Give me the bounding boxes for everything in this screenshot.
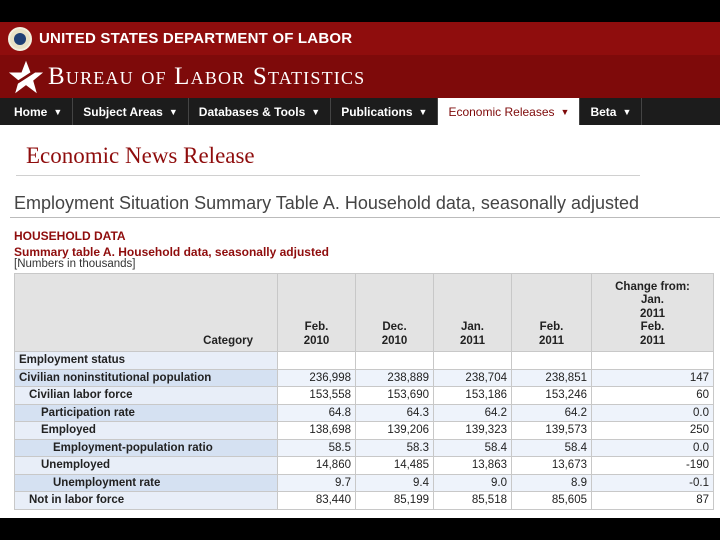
table-row — [15, 369, 714, 387]
caret-down-icon: ▼ — [622, 106, 632, 117]
table-cell: 8.9 — [512, 474, 592, 492]
table-cell — [434, 352, 512, 370]
header-text: Category — [203, 334, 253, 347]
nav-economic-releases[interactable] — [438, 98, 580, 125]
caret-down-icon: ▼ — [560, 106, 570, 117]
table-cell: -190 — [592, 457, 714, 475]
table-cell: 83,440 — [278, 492, 356, 510]
table-cell: 14,485 — [356, 457, 434, 475]
header-text: Dec. — [382, 321, 407, 333]
header-text: 2011 — [460, 334, 485, 347]
header-text: Feb. — [640, 321, 665, 333]
nav-label: Databases & Tools — [198, 104, 306, 119]
table-cell: 9.7 — [278, 474, 356, 492]
table-cell: 85,518 — [434, 492, 512, 510]
col-header-change — [592, 274, 714, 352]
table-cell: 139,206 — [356, 422, 434, 440]
table-row — [15, 492, 714, 510]
section-heading — [14, 228, 329, 260]
table-cell: 60 — [592, 387, 714, 405]
table-row — [15, 457, 714, 475]
table-cell: 238,851 — [512, 369, 592, 387]
row-label: Civilian noninstitutional population — [15, 369, 278, 387]
nav-databases-tools[interactable] — [189, 98, 331, 125]
nav-beta[interactable] — [580, 98, 642, 125]
row-label: Employment status — [15, 352, 278, 370]
page-title: Economic News Release — [26, 143, 255, 168]
nav-label: Subject Areas — [83, 104, 163, 119]
table-row — [15, 387, 714, 405]
table-cell: 153,186 — [434, 387, 512, 405]
household-data-table — [14, 273, 714, 510]
header-text: 2011 — [640, 334, 665, 347]
col-header-category — [15, 274, 278, 352]
nav-label: Economic Releases — [448, 104, 555, 119]
table-cell: 9.4 — [356, 474, 434, 492]
table-cell: 58.4 — [434, 439, 512, 457]
caret-down-icon: ▼ — [53, 106, 63, 117]
row-label: Unemployed — [15, 457, 278, 475]
col-header-dec-2010 — [356, 274, 434, 352]
table-cell: 236,998 — [278, 369, 356, 387]
main-nav — [0, 98, 720, 125]
table-cell: 14,860 — [278, 457, 356, 475]
table-cell: 9.0 — [434, 474, 512, 492]
table-cell: 138,698 — [278, 422, 356, 440]
table-cell — [592, 352, 714, 370]
row-label: Not in labor force — [15, 492, 278, 510]
table-cell: 147 — [592, 369, 714, 387]
header-text: 2010 — [381, 334, 408, 347]
table-cell: 250 — [592, 422, 714, 440]
table-cell: 139,573 — [512, 422, 592, 440]
table-cell: 85,199 — [356, 492, 434, 510]
table-cell: 64.2 — [512, 404, 592, 422]
table-cell: 153,246 — [512, 387, 592, 405]
page-subtitle: Employment Situation Summary Table A. Household data, seasonally adjusted — [14, 193, 640, 213]
table-cell: 13,863 — [434, 457, 512, 475]
table-cell: 64.3 — [356, 404, 434, 422]
table-cell: 58.4 — [512, 439, 592, 457]
table-row — [15, 474, 714, 492]
table-cell: 58.3 — [356, 439, 434, 457]
header-text: 2011 — [640, 307, 665, 320]
table-cell: 139,323 — [434, 422, 512, 440]
table-cell: 238,704 — [434, 369, 512, 387]
header-text: Jan. — [640, 294, 664, 306]
table-row — [15, 439, 714, 457]
table-cell — [512, 352, 592, 370]
row-label: Employment-population ratio — [15, 439, 278, 457]
table-cell: 0.0 — [592, 404, 714, 422]
table-cell — [278, 352, 356, 370]
row-label: Participation rate — [15, 404, 278, 422]
table-cell: 58.5 — [278, 439, 356, 457]
table-cell: 64.8 — [278, 404, 356, 422]
nav-label: Beta — [590, 104, 617, 119]
table-cell: 13,673 — [512, 457, 592, 475]
col-header-feb-2010 — [278, 274, 356, 352]
table-cell: 87 — [592, 492, 714, 510]
browser-page — [0, 22, 720, 518]
table-row — [15, 352, 714, 370]
nav-publications[interactable] — [331, 98, 438, 125]
table-cell: -0.1 — [592, 474, 714, 492]
nav-label: Home — [14, 104, 48, 119]
header-text: Jan. — [460, 321, 484, 333]
nav-subject-areas[interactable] — [73, 98, 189, 125]
row-label: Employed — [15, 422, 278, 440]
table-row — [15, 422, 714, 440]
nav-home[interactable] — [4, 98, 73, 125]
table-cell: 238,889 — [356, 369, 434, 387]
caret-down-icon: ▼ — [168, 106, 178, 117]
caret-down-icon: ▼ — [418, 106, 428, 117]
dol-seal-icon[interactable] — [8, 27, 32, 51]
dol-header — [0, 22, 720, 55]
bls-title[interactable]: Bureau of Labor Statistics — [48, 62, 366, 90]
row-label: Civilian labor force — [15, 387, 278, 405]
units-note: [Numbers in thousands] — [14, 258, 136, 270]
header-text: Change from: — [615, 280, 690, 293]
nav-label: Publications — [341, 104, 413, 119]
table-cell — [356, 352, 434, 370]
household-data-heading: HOUSEHOLD DATA — [14, 229, 126, 243]
header-text: Feb. — [304, 321, 329, 333]
table-row — [15, 404, 714, 422]
row-label: Unemployment rate — [15, 474, 278, 492]
divider — [10, 217, 720, 218]
bls-header — [0, 55, 720, 98]
col-header-feb-2011 — [512, 274, 592, 352]
table-cell: 153,558 — [278, 387, 356, 405]
header-text: 2010 — [303, 334, 330, 347]
table-cell: 0.0 — [592, 439, 714, 457]
star-icon[interactable] — [8, 59, 44, 95]
header-text: Feb. — [539, 321, 564, 333]
divider — [16, 175, 640, 176]
table-cell: 85,605 — [512, 492, 592, 510]
col-header-jan-2011 — [434, 274, 512, 352]
dol-title[interactable]: UNITED STATES DEPARTMENT OF LABOR — [39, 30, 353, 47]
header-text: 2011 — [539, 334, 564, 347]
summary-table-heading: Summary table A. Household data, seasonally adjusted — [14, 245, 329, 259]
caret-down-icon: ▼ — [311, 106, 321, 117]
table-cell: 64.2 — [434, 404, 512, 422]
table-cell: 153,690 — [356, 387, 434, 405]
